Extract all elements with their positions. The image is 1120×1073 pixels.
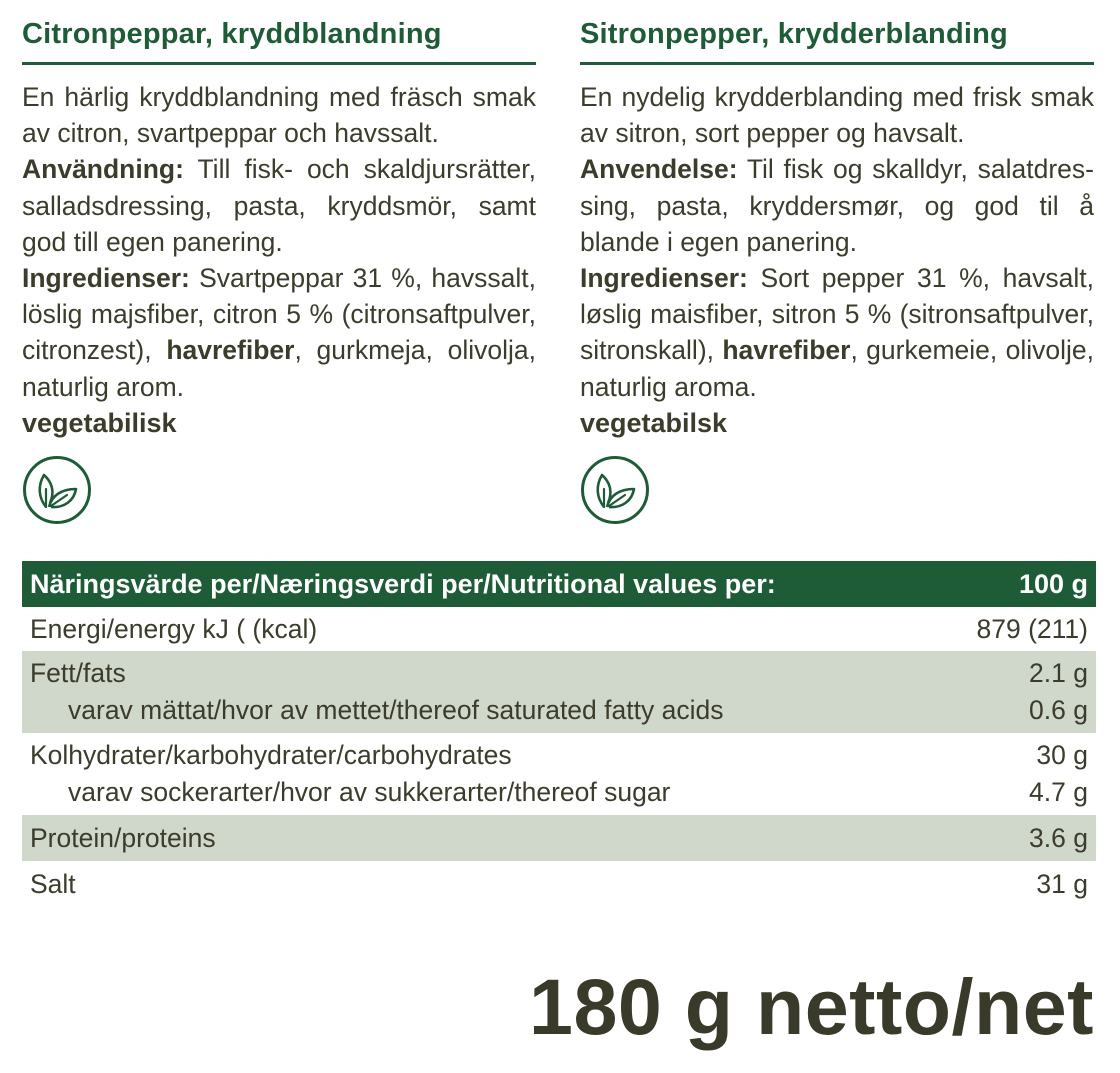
leaf-icon: [580, 455, 650, 525]
energy-row-group: [22, 607, 1096, 651]
veg-label-no: vegetabilsk: [580, 407, 728, 438]
swedish-column: [22, 14, 536, 530]
ingredients-text-no-2: , gurkemeie, olivolje, naturlig aroma.: [580, 335, 1094, 402]
leaf-icon: [22, 455, 92, 525]
table-row: [30, 815, 1088, 861]
fat-row-group: [22, 651, 1096, 733]
product-title-no: Sitronpepper, krydderblanding: [580, 14, 1094, 65]
ingredients-text-no-1: Sort pepper 31 %, havsalt, løslig maisfiber, sitron 5 % (sitronsaftpulver, sitronskall),: [580, 263, 1094, 366]
energy-label: Energi/energy kJ ( (kcal): [30, 614, 318, 644]
carb-value: 30 g: [1036, 740, 1088, 770]
table-row: [30, 737, 1088, 774]
ingredients-label-no: Ingredienser:: [580, 263, 748, 294]
salt-row-group: [22, 861, 1096, 907]
nutrition-header-value: 100 g: [1018, 569, 1088, 599]
usage-text-no: Til fisk og skalldyr, salatdressing, pasta, kryddersmør, og god til å blande i egen panering.: [580, 154, 1094, 257]
table-row: [30, 607, 1088, 651]
fat-value: 2.1 g: [1029, 658, 1088, 688]
protein-row-group: [22, 815, 1096, 861]
ingredients-text-sv-1: Svartpeppar 31 %, havssalt, löslig majsfiber, citron 5 % (citronsaftpulver, citronzest),: [22, 263, 536, 366]
salt-label: Salt: [30, 869, 76, 899]
sugar-label: varav sockerarter/hvor av sukkerarter/thereof sugar: [68, 777, 671, 807]
saturated-fat-value: 0.6 g: [1029, 695, 1088, 725]
norwegian-column: [580, 14, 1094, 530]
energy-value: 879 (211): [976, 614, 1088, 644]
product-title-sv: Citronpeppar, kryddblandning: [22, 14, 536, 65]
usage-label-no: Anvendelse:: [580, 154, 738, 185]
description-no: [580, 79, 1094, 405]
intro-text-sv: En härlig kryddblandning med fräsch smak av citron, svartpeppar och havssalt.: [22, 82, 536, 149]
carb-label: Kolhydrater/karbohydrater/carbohydrates: [30, 740, 512, 770]
usage-text-sv: Till fisk- och skaldjursrätter, salladsdressing, pasta, kryddsmör, samt god till egen panering.: [22, 154, 536, 257]
carb-row-group: [22, 733, 1096, 815]
intro-text-no: En nydelig krydderblanding med frisk smak av sitron, sort pepper og havsalt.: [580, 82, 1094, 149]
ingredients-allergen-no: havrefiber: [722, 335, 851, 366]
table-row: [30, 692, 1088, 729]
ingredients-text-sv-2: , gurkmeja, olivolja, naturlig arom.: [22, 335, 536, 402]
protein-value: 3.6 g: [1029, 823, 1088, 853]
nutrition-header: [22, 561, 1096, 607]
salt-value: 31 g: [1036, 869, 1088, 899]
net-weight: 180 g netto/net: [529, 962, 1094, 1051]
sugar-value: 4.7 g: [1029, 777, 1088, 807]
usage-label-sv: Användning:: [22, 154, 184, 185]
table-row: [30, 655, 1088, 692]
fat-label: Fett/fats: [30, 658, 126, 688]
ingredients-allergen-sv: havrefiber: [166, 335, 295, 366]
table-row: [30, 861, 1088, 907]
veg-label-sv: vegetabilisk: [22, 407, 177, 438]
saturated-fat-label: varav mättat/hvor av mettet/thereof saturated fatty acids: [68, 695, 724, 725]
nutrition-header-label: Näringsvärde per/Næringsverdi per/Nutritional values per:: [30, 569, 776, 599]
nutrition-table: [22, 561, 1096, 907]
description-sv: [22, 79, 536, 405]
table-row: [30, 774, 1088, 811]
protein-label: Protein/proteins: [30, 823, 216, 853]
ingredients-label-sv: Ingredienser:: [22, 263, 190, 294]
